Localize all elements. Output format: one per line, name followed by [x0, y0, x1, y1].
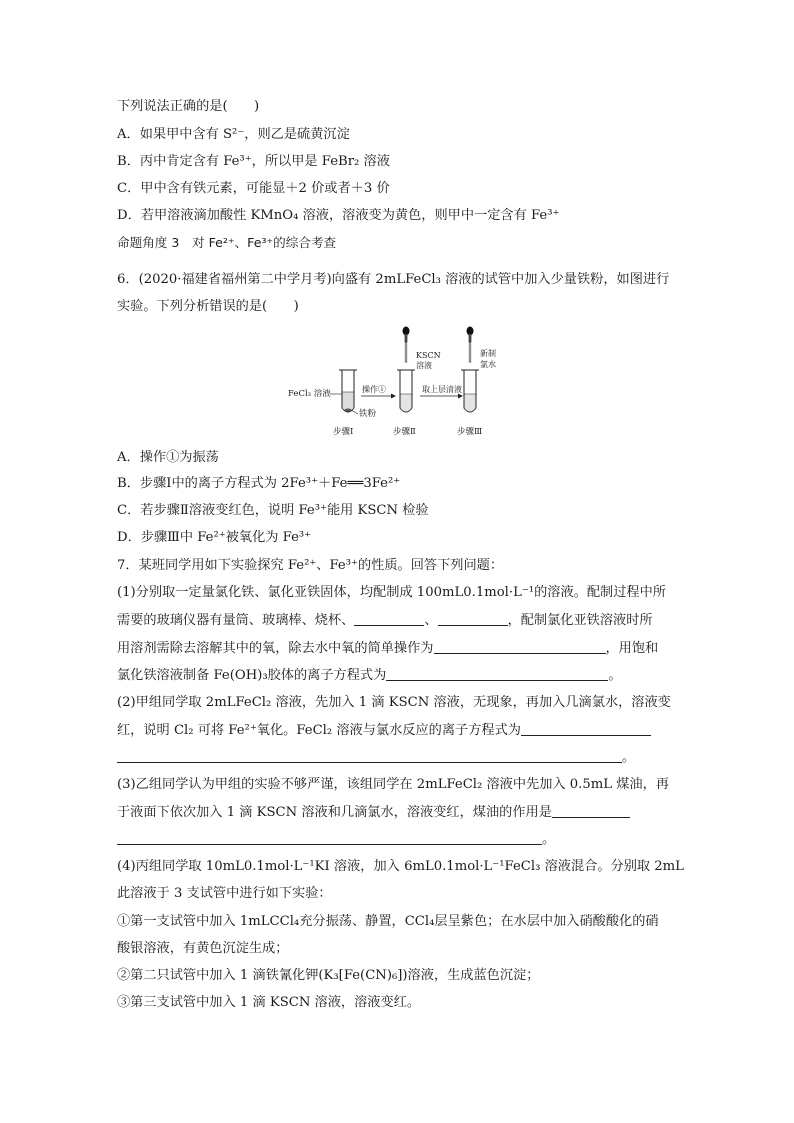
dropper-kscn [403, 327, 410, 363]
answer-blank-deoxygenate[interactable] [434, 639, 606, 654]
q7-part3-line3 [117, 830, 555, 849]
q5-option-b: B．丙中肯定含有 Fe³⁺，所以甲是 FeBr₂ 溶液 [117, 154, 390, 169]
q5-option-c: C．甲中含有铁元素，可能显＋2 价或者＋3 价 [117, 181, 390, 196]
q7-part2-line3 [117, 748, 635, 767]
q7-part3-line1: (3)乙组同学认为甲组的实验不够严谨，该组同学在 2mLFeCl₂ 溶液中先加入 0.5mL 煤油，再 [117, 777, 669, 792]
q7-part2-line2 [117, 721, 651, 740]
q7-part2-line2-text: 红，说明 Cl₂ 可将 Fe²⁺氧化。FeCl₂ 溶液与氯水反应的离子方程式为 [117, 723, 521, 738]
arrow-2 [458, 394, 463, 399]
step3-label: 步骤Ⅲ [457, 427, 483, 437]
q7-part1-line3 [117, 639, 658, 658]
q7-part3-line3-tail: 。 [542, 832, 556, 847]
q5-option-a: A．如果甲中含有 S²⁻，则乙是硫黄沉淀 [117, 127, 350, 142]
arrow-1 [391, 394, 396, 399]
test-tube-step2 [397, 370, 415, 412]
q6-option-c: C．若步骤Ⅱ溶液变红色，说明 Fe³⁺能用 KSCN 检验 [117, 503, 429, 518]
answer-blank-kerosene-a[interactable] [552, 803, 630, 818]
q7-part3-line2 [117, 803, 630, 822]
q7-part4-item1-line2: 酸银溶液，有黄色沉淀生成； [117, 941, 289, 956]
step2-label: 步骤Ⅱ [393, 427, 416, 437]
answer-blank-colloid-equation[interactable] [386, 666, 608, 681]
q6-stem-line1: 6．(2020·福建省福州第二中学月考)向盛有 2mLFeCl₃ 溶液的试管中加入少量铁粉，如图进行 [117, 272, 670, 287]
answer-blank-glass-2[interactable] [438, 611, 508, 626]
experiment-figure [286, 322, 506, 440]
chlorine-label-1: 新制 [480, 349, 496, 358]
chlorine-label-2: 氯水 [480, 360, 496, 369]
dropper-chlorine-water [467, 327, 474, 363]
q6-option-a: A．操作①为振荡 [117, 450, 219, 465]
supernatant-label: 取上层清液 [422, 385, 462, 394]
test-tube-step3 [461, 370, 479, 412]
step1-label: 步骤Ⅰ [333, 427, 354, 437]
q7-part1-line3-text: 用溶剂需除去溶解其中的氧，除去水中氧的简单操作为 [117, 641, 434, 656]
kscn-label-1: KSCN [416, 351, 441, 360]
answer-blank-glass-1[interactable] [354, 611, 424, 626]
q7-part4-item1-line1: ①第一支试管中加入 1mLCCl₄充分振荡、静置，CCl₄层呈紫色；在水层中加入硝酸酸化的硝 [117, 914, 659, 929]
q7-part1-separator: 、 [424, 613, 438, 628]
answer-blank-chlorine-equation-a[interactable] [521, 721, 651, 736]
q7-stem: 7．某班同学用如下实验探究 Fe²⁺、Fe³⁺的性质。回答下列问题： [117, 558, 504, 573]
test-tube-step1 [339, 370, 357, 412]
q7-part2-line1: (2)甲组同学取 2mLFeCl₂ 溶液，先加入 1 滴 KSCN 溶液，无现象，再加入几滴氯水，溶液变 [117, 695, 671, 710]
answer-blank-kerosene-b[interactable] [117, 830, 542, 845]
q6-option-b: B．步骤Ⅰ中的离子方程式为 2Fe³⁺＋Fe══3Fe²⁺ [117, 476, 401, 491]
q6-stem-line2: 实验。下列分析错误的是( ) [117, 299, 299, 314]
section-heading: 命题角度 3 对 Fe²⁺、Fe³⁺的综合考查 [117, 235, 337, 250]
q5-stem: 下列说法正确的是( ) [117, 99, 260, 114]
q7-part1-line1: (1)分别取一定量氯化铁、氯化亚铁固体，均配制成 100mL0.1mol·L⁻¹的溶液。配制过程中所 [117, 585, 666, 600]
operation-label: 操作① [362, 385, 386, 394]
q7-part4-item3: ③第三支试管中加入 1 滴 KSCN 溶液，溶液变红。 [117, 995, 421, 1010]
q7-part1-line2-tail: ，配制氯化亚铁溶液时所 [507, 613, 653, 628]
q7-part4-line1: (4)丙组同学取 10mL0.1mol·L⁻¹KI 溶液，加入 6mL0.1mol·L⁻¹FeCl₃ 溶液混合。分别取 2mL [117, 859, 684, 874]
q7-part2-line3-tail: 。 [622, 750, 636, 765]
q7-part1-line4-text: 氯化铁溶液制备 Fe(OH)₃胶体的离子方程式为 [117, 668, 387, 683]
q7-part1-line4-tail: 。 [608, 668, 622, 683]
q7-part1-line2 [117, 611, 653, 630]
q7-part1-line2-text: 需要的玻璃仪器有量筒、玻璃棒、烧杯、 [117, 613, 355, 628]
q7-part4-item2: ②第二只试管中加入 1 滴铁氰化钾(K₃[Fe(CN)₆])溶液，生成蓝色沉淀； [117, 968, 540, 983]
q5-option-d: D．若甲溶液滴加酸性 KMnO₄ 溶液，溶液变为黄色，则甲中一定含有 Fe³⁺ [117, 208, 560, 223]
q7-part1-line3-tail: ，用饱和 [605, 641, 659, 656]
q7-part3-line2-text: 于液面下依次加入 1 滴 KSCN 溶液和几滴氯水，溶液变红，煤油的作用是 [117, 805, 552, 820]
kscn-label-2: 溶液 [416, 361, 432, 370]
q7-part1-line4 [117, 666, 622, 685]
q6-option-d: D．步骤Ⅲ中 Fe²⁺被氧化为 Fe³⁺ [117, 530, 312, 545]
q7-part4-line2: 此溶液于 3 支试管中进行如下实验： [117, 886, 332, 901]
answer-blank-chlorine-equation-b[interactable] [117, 748, 622, 763]
reagent-left-label: FeCl₃ 溶液 [288, 389, 331, 399]
iron-powder-label: 铁粉 [359, 409, 377, 419]
